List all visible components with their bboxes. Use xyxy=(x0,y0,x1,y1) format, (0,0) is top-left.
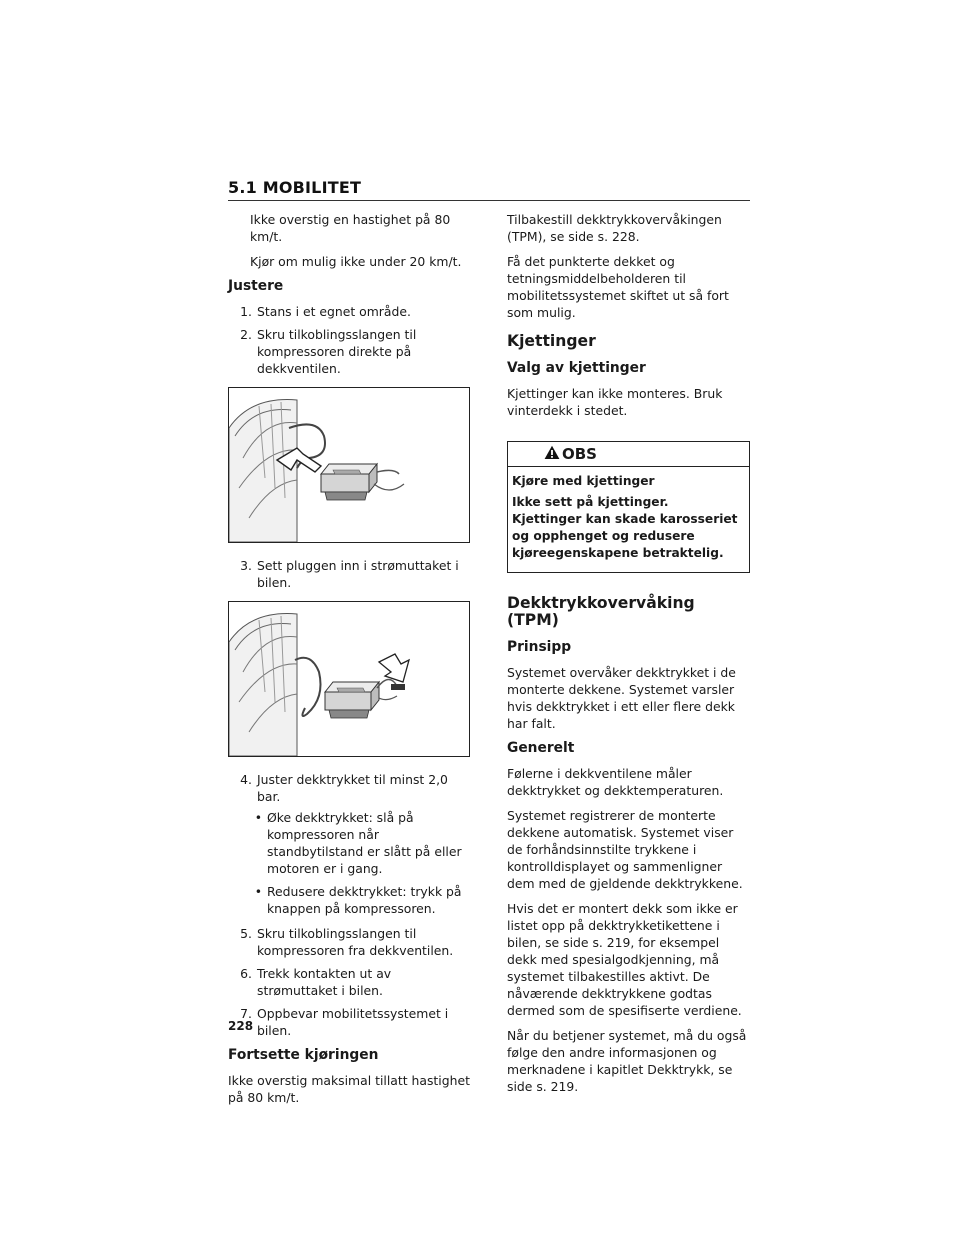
generelt-paragraph: Systemet registrerer de monterte dekkene automatisk. Systemet viser de forhåndsinnstilte trykkene i kontrolldisplayet og sammenligner dem med de gjeldende dekktrykkene. xyxy=(507,808,743,891)
bullet-item xyxy=(228,883,470,917)
step-number: 7. xyxy=(240,1006,252,1021)
prinsipp-heading: Prinsipp xyxy=(507,639,572,655)
step-number: 2. xyxy=(240,327,252,342)
obs-notice-box xyxy=(507,441,750,573)
page-number: 228 xyxy=(228,1019,254,1033)
obs-text: Ikke sett på kjettinger. Kjettinger kan skade karosseriet og opphenget og redusere kjøreegenskapene betraktelig. xyxy=(512,495,738,560)
compressor-plug-illustration xyxy=(229,602,469,756)
step-item xyxy=(228,557,470,591)
fortsette-text: Ikke overstig maksimal tillatt hastighet på 80 km/t. xyxy=(228,1073,470,1105)
pressure-bullets xyxy=(228,809,470,917)
right-column xyxy=(507,211,750,1103)
obs-header xyxy=(508,442,749,467)
step-item xyxy=(228,771,470,805)
step-number: 4. xyxy=(240,772,252,787)
step-text: Oppbevar mobilitetssystemet i bilen. xyxy=(257,1006,449,1038)
compressor-valve-illustration xyxy=(229,388,469,542)
min-speed-note: Kjør om mulig ikke under 20 km/t. xyxy=(250,254,462,269)
generelt-paragraph: Hvis det er montert dekk som ikke er listet opp på dekktrykketikettene i bilen, se side s. 219, for eksempel dekk med spesialgodkjenning, må systemet tilbakestilles aktivt. De nåværende dekktrykkene godtas dermed som de spesifiserte verdiene. xyxy=(507,901,742,1018)
bullet-item xyxy=(228,809,470,877)
step-number: 6. xyxy=(240,966,252,981)
bullet-text: Redusere dekktrykket: trykk på knappen på kompressoren. xyxy=(267,884,462,916)
step-text: Trekk kontakten ut av strømuttaket i bilen. xyxy=(257,966,392,998)
fortsette-heading: Fortsette kjøringen xyxy=(228,1047,379,1063)
obs-body xyxy=(508,467,749,572)
steps-list-a xyxy=(228,303,470,377)
step-text: Skru tilkoblingsslangen til kompressoren fra dekkventilen. xyxy=(257,926,454,958)
speed-limit-note: Ikke overstig en hastighet på 80 km/t. xyxy=(250,212,451,244)
valg-text: Kjettinger kan ikke monteres. Bruk vinterdekk i stedet. xyxy=(507,386,723,418)
figure-plug-in-socket xyxy=(228,601,470,757)
reset-tpm-text: Tilbakestill dekktrykkovervåkingen (TPM), se side s. 228. xyxy=(507,212,722,244)
tpm-heading: Dekktrykkovervåking (TPM) xyxy=(507,594,695,629)
justere-heading: Justere xyxy=(228,278,284,294)
step-item xyxy=(228,925,470,959)
step-item xyxy=(228,326,470,377)
steps-list-4 xyxy=(228,771,470,805)
bullet-text: Øke dekktrykket: slå på kompressoren når standbytilstand er slått på eller motoren er i gang. xyxy=(267,810,462,876)
step-item xyxy=(228,965,470,999)
replace-tire-text: Få det punkterte dekket og tetningsmiddelbeholderen til mobilitetssystemet skiftet ut så fort som mulig. xyxy=(507,254,729,320)
generelt-paragraph: Følerne i dekkventilene måler dekktrykket og dekktemperaturen. xyxy=(507,766,724,798)
bullet-mark: • xyxy=(254,810,262,825)
step-text: Stans i et egnet område. xyxy=(257,304,411,319)
section-divider xyxy=(228,200,750,201)
step-text: Juster dekktrykket til minst 2,0 bar. xyxy=(257,772,448,804)
generelt-heading: Generelt xyxy=(507,740,575,756)
steps-list-3 xyxy=(228,557,470,591)
step-number: 3. xyxy=(240,558,252,573)
step-text: Sett pluggen inn i strømuttaket i bilen. xyxy=(257,558,459,590)
figure-hose-on-valve xyxy=(228,387,470,543)
section-header xyxy=(228,178,750,197)
step-item xyxy=(228,303,470,320)
prinsipp-text: Systemet overvåker dekktrykket i de monterte dekkene. Systemet varsler hvis dekktrykket i ett eller flere dekk har falt. xyxy=(507,665,736,731)
steps-list-b xyxy=(228,925,470,1039)
kjettinger-heading: Kjettinger xyxy=(507,332,596,350)
obs-label: OBS xyxy=(562,444,597,463)
step-text: Skru tilkoblingsslangen til kompressoren direkte på dekkventilen. xyxy=(257,327,417,376)
left-column xyxy=(228,211,470,1114)
bullet-mark: • xyxy=(254,884,262,899)
step-number: 5. xyxy=(240,926,252,941)
generelt-paragraph: Når du betjener systemet, må du også følge den andre informasjonen og merknadene i kapitlet Dekktrykk, se side s. 219. xyxy=(507,1028,747,1094)
section-title: 5.1 MOBILITET xyxy=(228,178,362,197)
obs-title: Kjøre med kjettinger xyxy=(512,474,655,488)
valg-heading: Valg av kjettinger xyxy=(507,360,646,376)
step-number: 1. xyxy=(240,304,252,319)
warning-triangle-icon xyxy=(544,445,560,464)
step-item xyxy=(228,1005,470,1039)
